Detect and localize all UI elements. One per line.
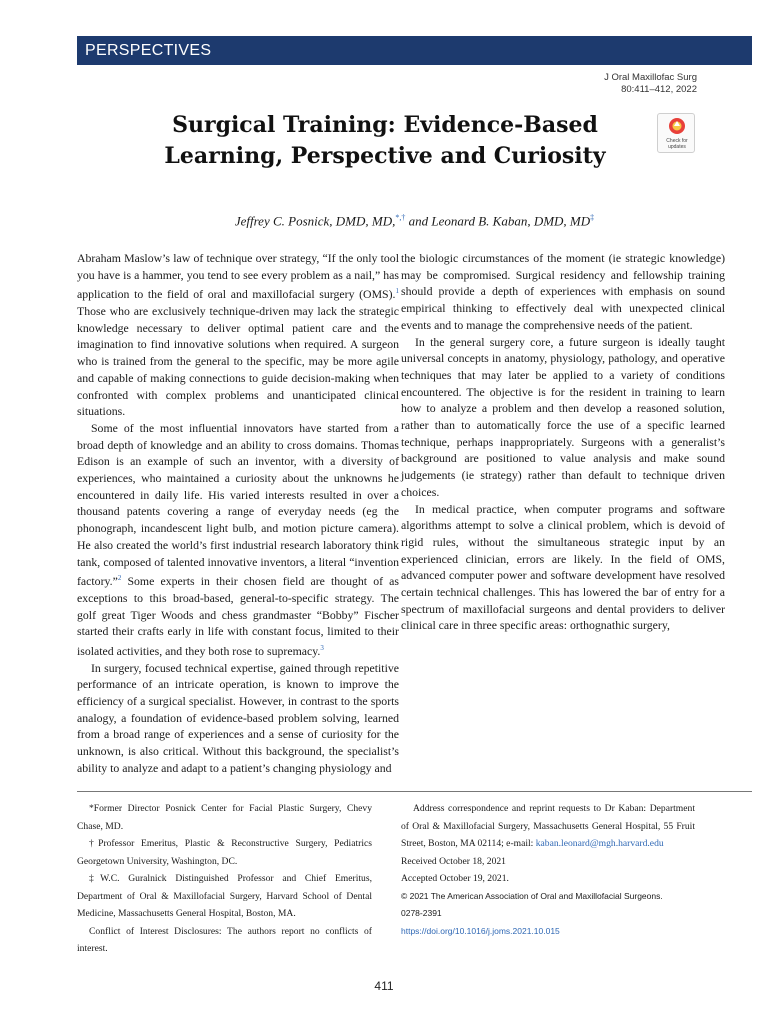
author-posnick: Jeffrey C. Posnick, DMD, MD, bbox=[234, 213, 396, 229]
section-label: PERSPECTIVES bbox=[85, 42, 212, 59]
author-kaban-affiliation[interactable]: ‡ bbox=[590, 213, 595, 222]
author-join: and bbox=[405, 213, 432, 229]
paragraph-3-continued: the biologic circumstances of the moment (ie strategic knowledge) may be compromised. Surgical residency and fellowship training should provide a depth of experiences with emphasis on sound empirical thinking to effectively deal with unexpected clinical events and to manage the comprehensive needs of the patient. bbox=[401, 251, 725, 332]
reference-link[interactable]: 2 bbox=[117, 574, 122, 583]
paragraph-3: In surgery, focused technical expertise, gained through repetitive performance of an intricate operation, is known to improve the efficiency of a surgical specialist. However, in contrast to the sports analogy, a foundation of evidence-based problem solving, learned from a broad range of experiences and a sense of curiosity for the unknown, is also critical. Without this background, the specialist’s ability to analyze and adapt to a patient’s changing physiology and bbox=[77, 660, 399, 775]
journal-name: J Oral Maxillofac Surg bbox=[604, 72, 697, 83]
badge-label: Check for updates bbox=[666, 138, 688, 150]
footnote-divider bbox=[77, 791, 752, 792]
footnotes-left bbox=[77, 800, 372, 958]
body-column-left bbox=[77, 250, 399, 777]
check-for-updates-icon bbox=[668, 117, 686, 137]
footnote-georgetown: †Professor Emeritus, Plastic & Reconstructive Surgery, Pediatrics Georgetown University, Washington, DC. bbox=[77, 838, 372, 867]
footnotes-right bbox=[401, 800, 695, 940]
issn: 0278-2391 bbox=[401, 908, 442, 918]
reference-link[interactable]: 1 bbox=[395, 287, 399, 296]
copyright: © 2021 The American Association of Oral and Maxillofacial Surgeons. bbox=[401, 890, 663, 901]
footnote-kaban: ‡W.C. Guralnick Distinguished Professor and Chief Emeritus, Department of Oral & Maxillofacial Surgery, Harvard School of Dental Medicine, Massachusetts General Hospital, Boston, MA. bbox=[77, 873, 372, 919]
email-link[interactable]: kaban.leonard@mgh.harvard.edu bbox=[535, 838, 664, 849]
journal-citation: 80:411–412, 2022 bbox=[621, 84, 697, 95]
accepted-date: Accepted October 19, 2021. bbox=[401, 873, 509, 884]
paragraph-4: In the general surgery core, a future surgeon is ideally taught universal concepts in anatomy, physiology, pathology, and operative techniques that may later be applied to a variety of conditions encountered. The objective is for the resident in training to learn how to analyze a problem and then develop a reasoned solution, rather than to automatically force the use of a specific learned technique, perhaps inappropriately. Surgeons with a generalist’s background are positioned to value analysis and make sound judgements (ie strategy) rather than default to technique driven choices. bbox=[401, 334, 725, 499]
author-line bbox=[77, 213, 752, 229]
paragraph-1: Abraham Maslow’s law of technique over strategy, “If the only tool you have is a hammer, you tend to see every problem as a nail,” has application to the field of oral and maxillofacial surgery (OMS).$^1$ Those who are exclusively technique-driven may lack the strategic knowledge necessary to deliver optimal patient care and the imagination to find innovative solutions when required. A surgeon who is trained from the general to the specific, may be more agile and capable of making connections to guide decision-making when confronted with complex problems and unanticipated clinical situations. bbox=[77, 251, 399, 419]
check-for-updates-badge[interactable] bbox=[657, 113, 695, 153]
footnote-posnick: *Former Director Posnick Center for Facial Plastic Surgery, Chevy Chase, MD. bbox=[77, 803, 372, 832]
paragraph-5: In medical practice, when computer programs and software algorithms attempt to solve a clinical problem, which is devoid of rigid rules, without the simultaneous strategic input by an experienced clinician, errors are likely. In the field of OMS, advanced computer power and software development have resolved certain technical challenges. This has lowered the bar of entry for a spectrum of maxillofacial surgeons and dental providers to deliver clinical care in three specific areas: orthognathic surgery, bbox=[401, 501, 725, 633]
section-banner bbox=[77, 36, 752, 65]
page-number: 411 bbox=[374, 979, 394, 993]
article-title: Surgical Training: Evidence-Based Learning, Perspective and Curiosity bbox=[164, 112, 606, 169]
correspondence: Address correspondence and reprint requests to Dr Kaban: Department of Oral & Maxillofacial Surgery, Massachusetts General Hospital, 55 Fruit Street, Boston, MA 02114; e-mail: kaban.leonard@mgh.harvard.edu bbox=[401, 803, 695, 849]
body-column-right bbox=[401, 250, 725, 634]
footnote-conflict: Conflict of Interest Disclosures: The authors report no conflicts of interest. bbox=[77, 925, 372, 954]
journal-reference bbox=[604, 72, 697, 96]
paragraph-2: Some of the most influential innovators have started from a broad depth of knowledge and an ability to cross domains. Thomas Edison is an example of such an inventor, with a diversity of experiences, who maintained a curiosity about the unknowns he encountered in daily life. His varied interests resulted in over a thousand patents covering a range of everyday needs (eg the phonograph, incandescent light bulb, and motion picture camera). He also created the world’s first industrial research laboratory think tank, composed of talented innovative inventors, a literal “invention factory.”$^2$ Some experts in their chosen field are thought of as exceptions to this broad-based, general-to-specific strategy. The golf great Tiger Woods and chess grandmaster “Bobby” Fischer started their crafts early in life with constant focus, limited to their isolated activities, and they both rose to supremacy.$^3$ bbox=[77, 420, 399, 658]
author-posnick-affiliation[interactable]: *,† bbox=[395, 213, 406, 222]
author-kaban: Leonard B. Kaban, DMD, MD bbox=[431, 213, 591, 229]
received-date: Received October 18, 2021 bbox=[401, 855, 506, 867]
doi-link[interactable]: https://doi.org/10.1016/j.joms.2021.10.015 bbox=[401, 925, 560, 936]
reference-link[interactable]: 3 bbox=[320, 644, 324, 653]
